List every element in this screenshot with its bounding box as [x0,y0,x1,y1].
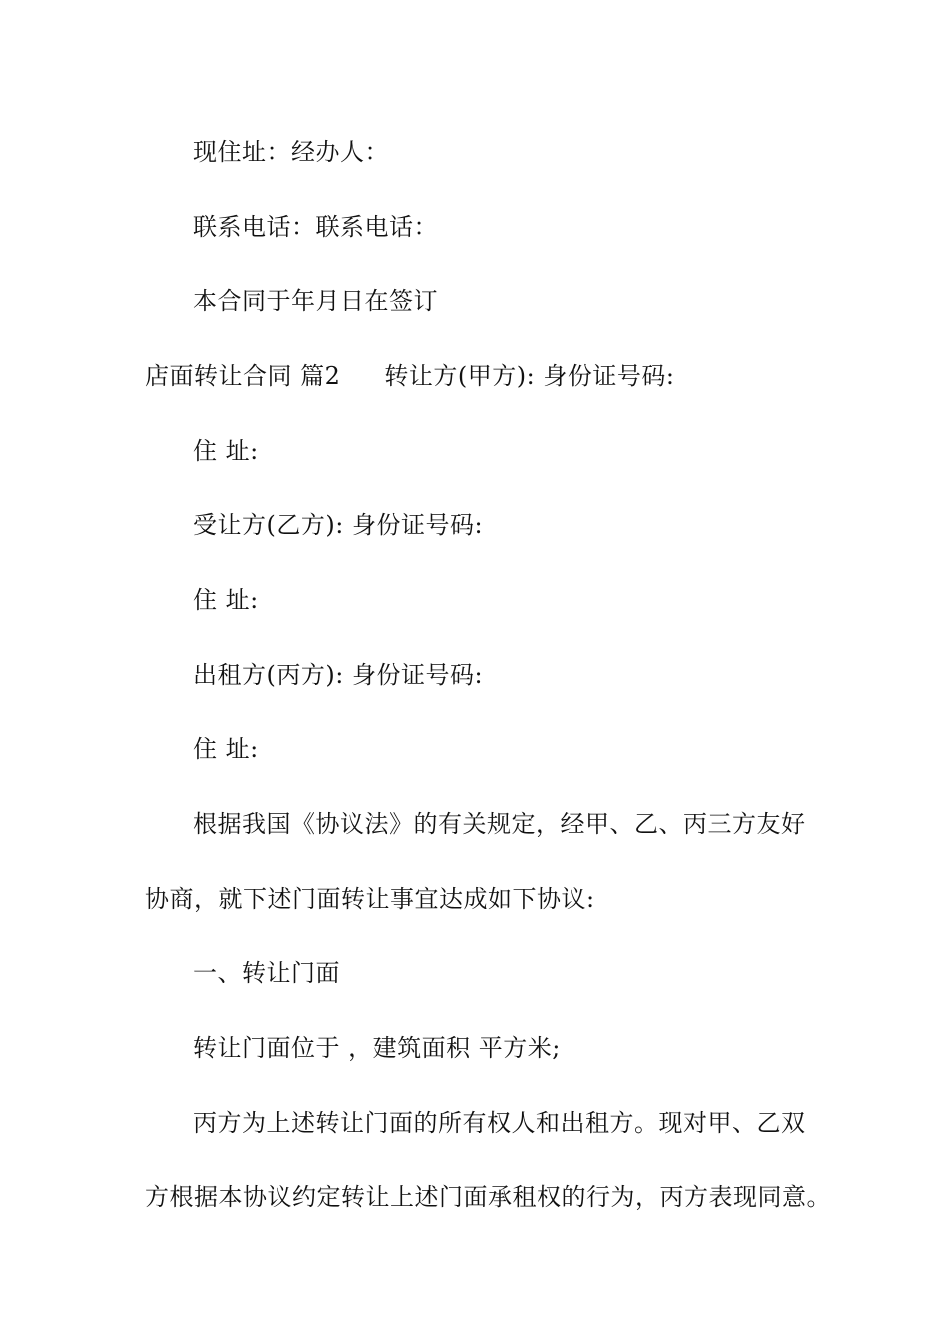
signing-date-line: 本合同于年月日在签订 [193,287,438,315]
section-title: 店面转让合同 篇2 [145,362,341,390]
lessor-address-line: 住 址: [193,735,259,763]
transferor-address-line: 住 址: [193,437,259,465]
clause-location-line: 转让门面位于 ，建筑面积 平方米; [193,1034,561,1062]
transferee-line: 受让方(乙方): 身份证号码: [193,511,484,539]
section-heading-row [145,361,674,391]
transferee-address-line: 住 址: [193,586,259,614]
clause-consent-line-2: 方根据本协议约定转让上述门面承租权的行为，丙方表现同意。 [145,1183,831,1211]
preamble-line-1: 根据我国《协议法》的有关规定，经甲、乙、丙三方友好 [193,810,806,838]
clause-heading: 一、转让门面 [193,959,340,987]
preamble-line-2: 协商，就下述门面转让事宜达成如下协议: [145,885,595,913]
lessor-line: 出租方(丙方): 身份证号码: [193,661,484,689]
address-agent-line: 现住址：经办人： [193,138,389,166]
clause-consent-line-1: 丙方为上述转让门面的所有权人和出租方。现对甲、乙双 [193,1109,806,1137]
transferor-line: 转让方(甲方): 身份证号码: [384,362,675,390]
phone-line: 联系电话：联系电话： [193,213,438,241]
